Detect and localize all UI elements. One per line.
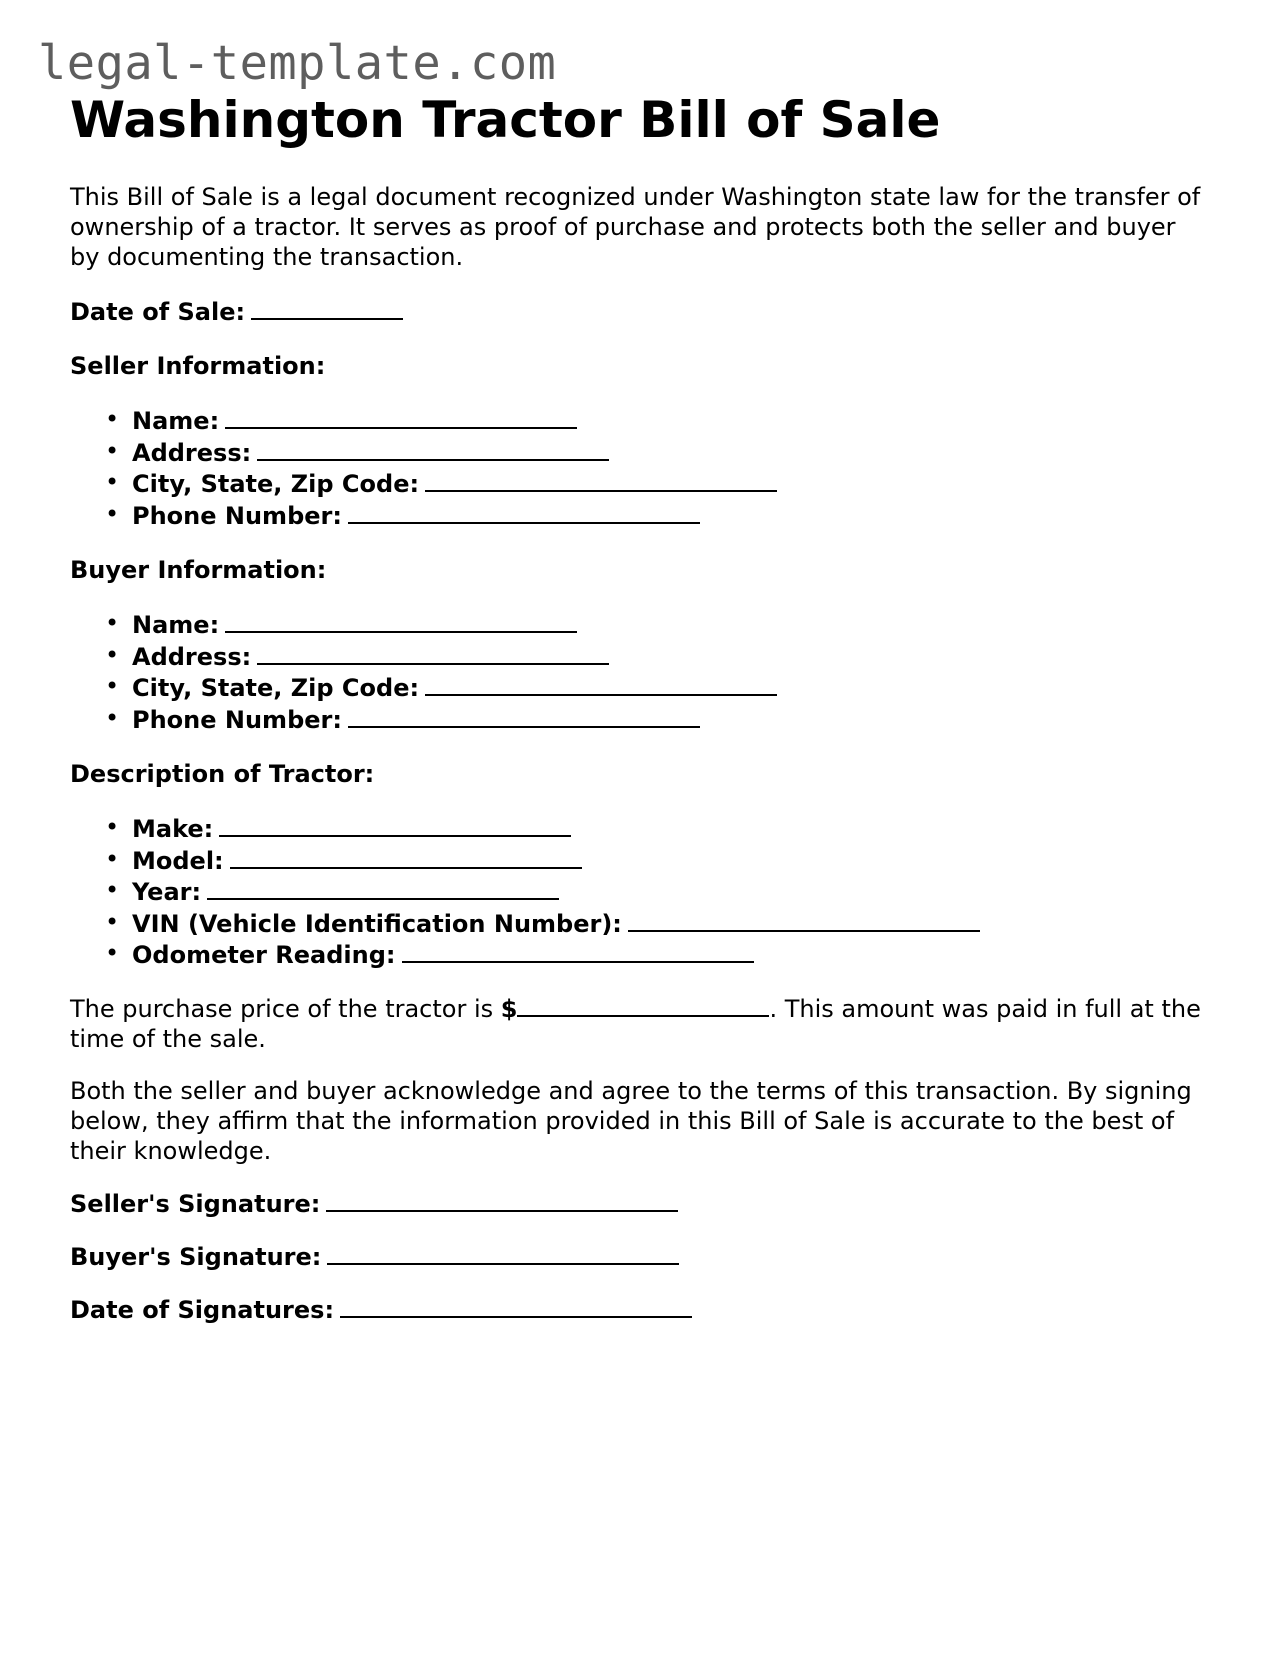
seller-heading: Seller Information: bbox=[70, 352, 326, 380]
bullet: • bbox=[105, 876, 120, 904]
document-title: Washington Tractor Bill of Sale bbox=[70, 91, 941, 149]
intro-paragraph: This Bill of Sale is a legal document recognized under Washington state law for the transfer of ownership of a tractor. It serves as proof of purchase and protects both the seller and buyer by documenting the transaction. bbox=[70, 183, 1201, 271]
field-label: Model: bbox=[132, 846, 224, 875]
seller-address-blank[interactable] bbox=[257, 437, 609, 461]
field-label: Year: bbox=[132, 878, 202, 906]
field-label: VIN (Vehicle Identification Number): bbox=[132, 909, 622, 938]
tractor-vin-field bbox=[70, 908, 1210, 940]
tractor-heading: Description of Tractor: bbox=[70, 760, 375, 788]
bullet: • bbox=[105, 405, 120, 433]
seller-address-field bbox=[70, 437, 1210, 469]
buyer-name-blank[interactable] bbox=[225, 609, 577, 633]
field-label: Name: bbox=[132, 611, 220, 639]
buyer-heading: Buyer Information: bbox=[70, 556, 327, 584]
field-label: Odometer Reading: bbox=[132, 941, 396, 969]
buyer-city-state-zip-blank[interactable] bbox=[425, 672, 777, 696]
seller-signature-field bbox=[70, 1188, 1210, 1219]
purchase-price-blank[interactable] bbox=[517, 993, 769, 1017]
date-of-signatures-label: Date of Signatures: bbox=[70, 1295, 335, 1324]
field-label: Phone Number: bbox=[132, 501, 342, 530]
bullet: • bbox=[105, 703, 120, 732]
field-label: City, State, Zip Code: bbox=[132, 470, 420, 498]
buyer-city-state-zip-field bbox=[70, 672, 1210, 704]
tractor-year-blank[interactable] bbox=[207, 876, 559, 900]
buyer-phone-field bbox=[70, 704, 1210, 736]
field-label: Address: bbox=[132, 642, 252, 671]
field-label: Address: bbox=[132, 438, 252, 467]
buyer-signature-label: Buyer's Signature: bbox=[70, 1242, 322, 1271]
bullet: • bbox=[105, 499, 120, 528]
date-of-sale-field bbox=[70, 296, 1210, 327]
date-of-sale-label: Date of Sale: bbox=[70, 298, 246, 326]
tractor-year-field bbox=[70, 876, 1210, 908]
tractor-odometer-field bbox=[70, 939, 1210, 971]
bullet: • bbox=[105, 609, 120, 637]
buyer-phone-blank[interactable] bbox=[348, 704, 700, 728]
buyer-signature-field bbox=[70, 1241, 1210, 1272]
seller-name-field bbox=[70, 405, 1210, 437]
tractor-odometer-blank[interactable] bbox=[402, 939, 754, 963]
seller-phone-blank[interactable] bbox=[348, 500, 700, 524]
seller-city-state-zip-blank[interactable] bbox=[425, 468, 777, 492]
bullet: • bbox=[105, 907, 120, 936]
bullet: • bbox=[105, 939, 120, 967]
seller-signature-blank[interactable] bbox=[326, 1188, 678, 1212]
date-of-signatures-blank[interactable] bbox=[340, 1294, 692, 1318]
tractor-make-blank[interactable] bbox=[219, 813, 571, 837]
buyer-signature-blank[interactable] bbox=[327, 1241, 679, 1265]
tractor-model-blank[interactable] bbox=[230, 845, 582, 869]
seller-signature-label: Seller's Signature: bbox=[70, 1189, 321, 1218]
bullet: • bbox=[105, 640, 120, 669]
bullet: • bbox=[105, 468, 120, 496]
buyer-address-field bbox=[70, 641, 1210, 673]
seller-name-blank[interactable] bbox=[225, 405, 577, 429]
field-label: Phone Number: bbox=[132, 705, 342, 734]
purchase-price-paragraph bbox=[70, 993, 1210, 1054]
tractor-model-field bbox=[70, 845, 1210, 877]
acknowledgment-paragraph: Both the seller and buyer acknowledge and agree to the terms of this transaction. By signing below, they affirm that the information provided in this Bill of Sale is accurate to the best of their knowledge. bbox=[70, 1076, 1192, 1165]
price-text-before: The purchase price of the tractor is bbox=[70, 994, 501, 1023]
site-watermark: legal-template.com bbox=[38, 36, 557, 91]
document bbox=[70, 90, 1210, 1325]
tractor-fields bbox=[70, 813, 1210, 971]
bullet: • bbox=[105, 813, 120, 841]
tractor-make-field bbox=[70, 813, 1210, 845]
field-label: Make: bbox=[132, 815, 214, 843]
bullet: • bbox=[105, 672, 120, 700]
date-of-signatures-field bbox=[70, 1294, 1210, 1325]
price-text-after: . This amount was paid in full at the time of the sale. bbox=[70, 994, 1201, 1053]
seller-phone-field bbox=[70, 500, 1210, 532]
bullet: • bbox=[105, 844, 120, 873]
date-of-sale-blank[interactable] bbox=[251, 296, 403, 320]
seller-city-state-zip-field bbox=[70, 468, 1210, 500]
field-label: Name: bbox=[132, 407, 220, 435]
buyer-address-blank[interactable] bbox=[257, 641, 609, 665]
buyer-fields bbox=[70, 609, 1210, 735]
bullet: • bbox=[105, 436, 120, 465]
price-currency: $ bbox=[500, 994, 518, 1023]
field-label: City, State, Zip Code: bbox=[132, 674, 420, 702]
seller-fields bbox=[70, 405, 1210, 531]
buyer-name-field bbox=[70, 609, 1210, 641]
tractor-vin-blank[interactable] bbox=[628, 908, 980, 932]
